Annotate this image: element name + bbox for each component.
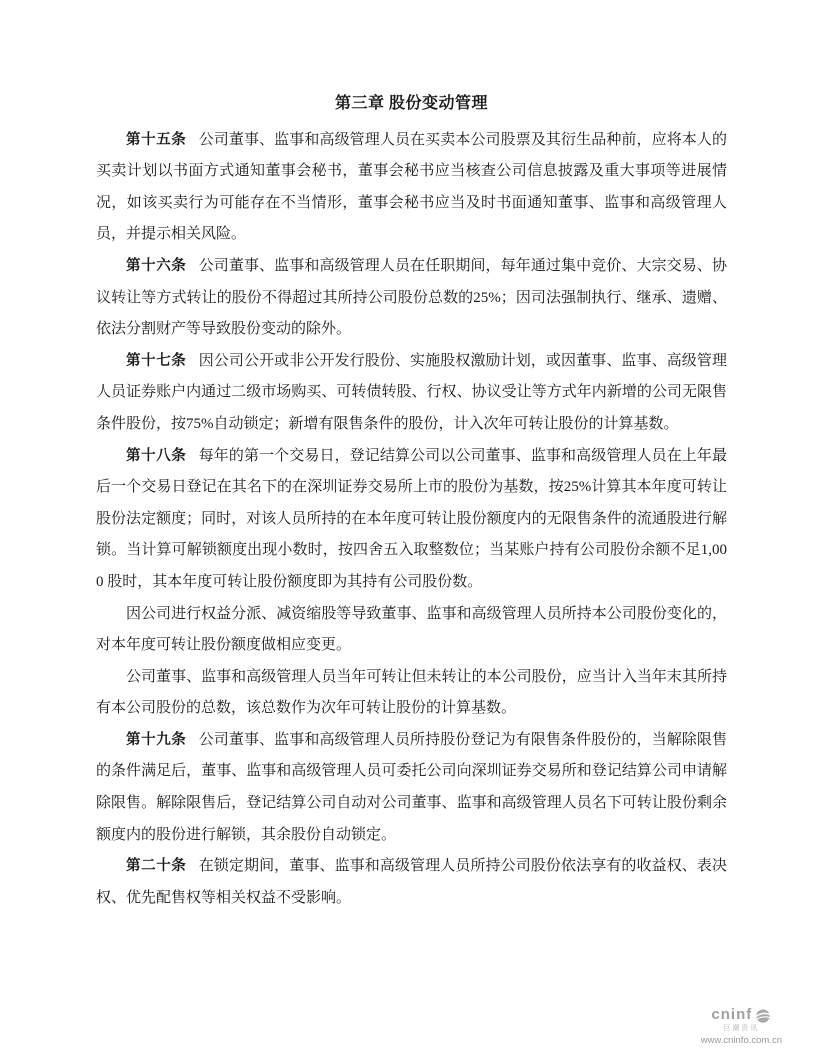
paragraph	[96, 662, 727, 725]
paragraph	[96, 125, 727, 251]
paragraph	[96, 346, 727, 441]
paragraph	[96, 599, 727, 662]
paragraph-text: 公司董事、监事和高级管理人员在任职期间，每年通过集中竞价、大宗交易、协议转让等方式转让的股份不得超过其所持公司股份总数的25%；因司法强制执行、继承、遗赠、依法分割财产等导致股份变动的除外。	[96, 257, 727, 338]
paragraph-text: 因公司进行权益分派、减资缩股等导致董事、监事和高级管理人员所持本公司股份变化的，对本年度可转让股份额度做相应变更。	[96, 605, 727, 654]
article-number: 第十七条	[126, 352, 187, 369]
paragraph-text: 公司董事、监事和高级管理人员当年可转让但未转让的本公司股份，应当计入当年末其所持有本公司股份的总数，该总数作为次年可转让股份的计算基数。	[96, 668, 727, 717]
paragraph-text: 公司董事、监事和高级管理人员所持股份登记为有限售条件股份的，当解除限售的条件满足后，董事、监事和高级管理人员可委托公司向深圳证券交易所和登记结算公司申请解除限售。解除限售后，登记结算公司自动对公司董事、监事和高级管理人员名下可转让股份剩余额度内的股份进行解锁，其余股份自动锁定。	[96, 731, 727, 843]
chapter-title: 第三章 股份变动管理	[334, 95, 488, 112]
paragraph	[96, 851, 727, 914]
cninfo-brand-row	[701, 1007, 782, 1024]
paragraph-text: 在锁定期间，董事、监事和高级管理人员所持公司股份依法享有的收益权、表决权、优先配售权等相关权益不受影响。	[96, 858, 727, 906]
paragraph	[96, 251, 727, 346]
cninfo-url: www.cninfo.com.cn	[700, 1034, 782, 1046]
paragraph	[96, 725, 727, 851]
article-number: 第十九条	[126, 731, 187, 748]
paragraph-text: 每年的第一个交易日，登记结算公司以公司董事、监事和高级管理人员在上年最后一个交易日登记在其名下的在深圳证券交易所上市的股份为基数，按25%计算其本年度可转让股份法定额度；同时，对该人员所持的在本年度可转让股份额度内的无限售条件的流通股进行解锁。当计算可解锁额度出现小数时，按四舍五入取整数位；当某账户持有公司股份余额不足1,000 股时，其本年度可转让股份额度即为其持有公司股份数。	[96, 447, 727, 590]
cninfo-brand-chinese: 巨潮资讯	[723, 1024, 760, 1032]
cninfo-brand-text: cninf	[711, 1006, 753, 1024]
cninfo-watermark	[701, 1007, 782, 1046]
paragraph	[96, 441, 727, 599]
article-number: 第十五条	[126, 131, 187, 148]
article-number: 第二十条	[126, 858, 187, 875]
paragraph-text: 因公司公开或非公开发行股份、实施股权激励计划，或因董事、监事、高级管理人员证券账户内通过二级市场购买、可转债转股、行权、协议受让等方式年内新增的公司无限售条件股份，按75%自动锁定；新增有限售条件的股份，计入次年可转让股份的计算基数。	[96, 352, 727, 432]
article-number: 第十六条	[126, 257, 187, 274]
paragraph-text: 公司董事、监事和高级管理人员在买卖本公司股票及其衍生品种前，应将本人的买卖计划以书面方式通知董事会秘书，董事会秘书应当核查公司信息披露及重大事项等进展情况，如该买卖行为可能存在不当情形，董事会秘书应当及时书面通知董事、监事和高级管理人员，并提示相关风险。	[96, 131, 727, 243]
article-number: 第十八条	[126, 447, 187, 464]
document-body	[96, 125, 727, 915]
cninfo-globe-icon	[755, 1008, 771, 1024]
